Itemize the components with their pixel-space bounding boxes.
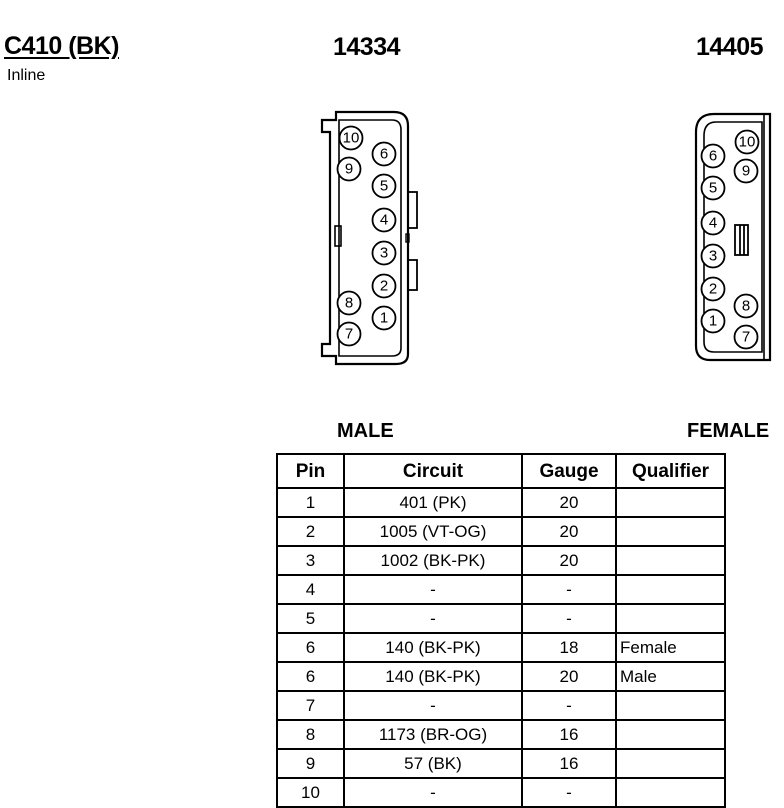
table-row <box>277 662 725 691</box>
female-pin-label: 8 <box>741 297 751 315</box>
gauge-cell: - <box>522 575 616 604</box>
qualifier-cell <box>616 749 725 778</box>
circuit-cell: 401 (PK) <box>344 488 522 517</box>
qualifier-cell: Male <box>616 662 725 691</box>
qualifier-cell <box>616 546 725 575</box>
female-pin-label: 4 <box>708 214 718 232</box>
circuit-cell: - <box>344 778 522 807</box>
table-row <box>277 517 725 546</box>
male-pin-label: 3 <box>379 244 389 262</box>
column-header-pin: Pin <box>277 454 344 488</box>
qualifier-cell <box>616 720 725 749</box>
male-part-number: 14334 <box>333 33 401 61</box>
qualifier-cell <box>616 778 725 807</box>
male-pin-label: 5 <box>379 177 389 195</box>
table-row <box>277 691 725 720</box>
pin-cell: 9 <box>277 749 344 778</box>
pin-cell: 5 <box>277 604 344 633</box>
pin-cell: 1 <box>277 488 344 517</box>
qualifier-cell: Female <box>616 633 725 662</box>
gauge-cell: - <box>522 604 616 633</box>
circuit-cell: - <box>344 575 522 604</box>
female-pin-label: 9 <box>741 162 751 180</box>
gauge-cell: 18 <box>522 633 616 662</box>
male-pin-label: 8 <box>344 294 354 312</box>
gauge-cell: - <box>522 691 616 720</box>
circuit-cell: - <box>344 604 522 633</box>
female-latch <box>735 225 748 255</box>
male-connector-diagram <box>316 108 416 370</box>
male-pin-label: 7 <box>344 325 354 343</box>
pin-cell: 8 <box>277 720 344 749</box>
gauge-cell: 20 <box>522 517 616 546</box>
female-pin-label: 1 <box>708 312 718 330</box>
column-header-gauge: Gauge <box>522 454 616 488</box>
pin-cell: 4 <box>277 575 344 604</box>
female-pin-label: 6 <box>708 147 718 165</box>
pin-cell: 3 <box>277 546 344 575</box>
table-row <box>277 633 725 662</box>
female-pin-label: 3 <box>708 247 718 265</box>
qualifier-cell <box>616 691 725 720</box>
gauge-cell: 16 <box>522 720 616 749</box>
table-header-row <box>277 454 725 488</box>
female-connector-diagram <box>692 110 776 368</box>
male-pin-label: 6 <box>379 145 389 163</box>
qualifier-cell <box>616 575 725 604</box>
female-part-number: 14405 <box>696 33 764 61</box>
table-row <box>277 546 725 575</box>
column-header-circuit: Circuit <box>344 454 522 488</box>
female-pin-label: 7 <box>741 328 751 346</box>
gauge-cell: 20 <box>522 488 616 517</box>
qualifier-cell <box>616 488 725 517</box>
male-pin-label: 9 <box>344 160 354 178</box>
male-pin-label: 1 <box>379 309 389 327</box>
gauge-cell: - <box>522 778 616 807</box>
female-side-label: FEMALE <box>687 420 770 442</box>
pin-cell: 2 <box>277 517 344 546</box>
qualifier-cell <box>616 517 725 546</box>
table-row <box>277 488 725 517</box>
circuit-cell: 1002 (BK-PK) <box>344 546 522 575</box>
qualifier-cell <box>616 604 725 633</box>
pin-cell: 7 <box>277 691 344 720</box>
female-pin-label: 5 <box>708 179 718 197</box>
circuit-cell: 140 (BK-PK) <box>344 662 522 691</box>
connector-type-label: Inline <box>7 67 46 84</box>
male-side-label: MALE <box>337 420 394 442</box>
female-pin-label: 2 <box>708 280 718 298</box>
circuit-cell: - <box>344 691 522 720</box>
pin-cell: 6 <box>277 633 344 662</box>
table-row <box>277 749 725 778</box>
pin-cell: 6 <box>277 662 344 691</box>
male-pin-label: 10 <box>342 129 360 147</box>
pin-cell: 10 <box>277 778 344 807</box>
table-row <box>277 720 725 749</box>
circuit-cell: 1005 (VT-OG) <box>344 517 522 546</box>
gauge-cell: 20 <box>522 546 616 575</box>
circuit-cell: 57 (BK) <box>344 749 522 778</box>
gauge-cell: 16 <box>522 749 616 778</box>
table-row <box>277 778 725 807</box>
circuit-cell: 140 (BK-PK) <box>344 633 522 662</box>
male-pin-label: 4 <box>379 211 389 229</box>
table-row <box>277 604 725 633</box>
female-pin-label: 10 <box>738 133 756 151</box>
circuit-cell: 1173 (BR-OG) <box>344 720 522 749</box>
male-pin-label: 2 <box>379 277 389 295</box>
connector-id-title: C410 (BK) <box>4 32 119 60</box>
pinout-table <box>276 453 726 808</box>
column-header-qualifier: Qualifier <box>616 454 725 488</box>
table-row <box>277 575 725 604</box>
gauge-cell: 20 <box>522 662 616 691</box>
